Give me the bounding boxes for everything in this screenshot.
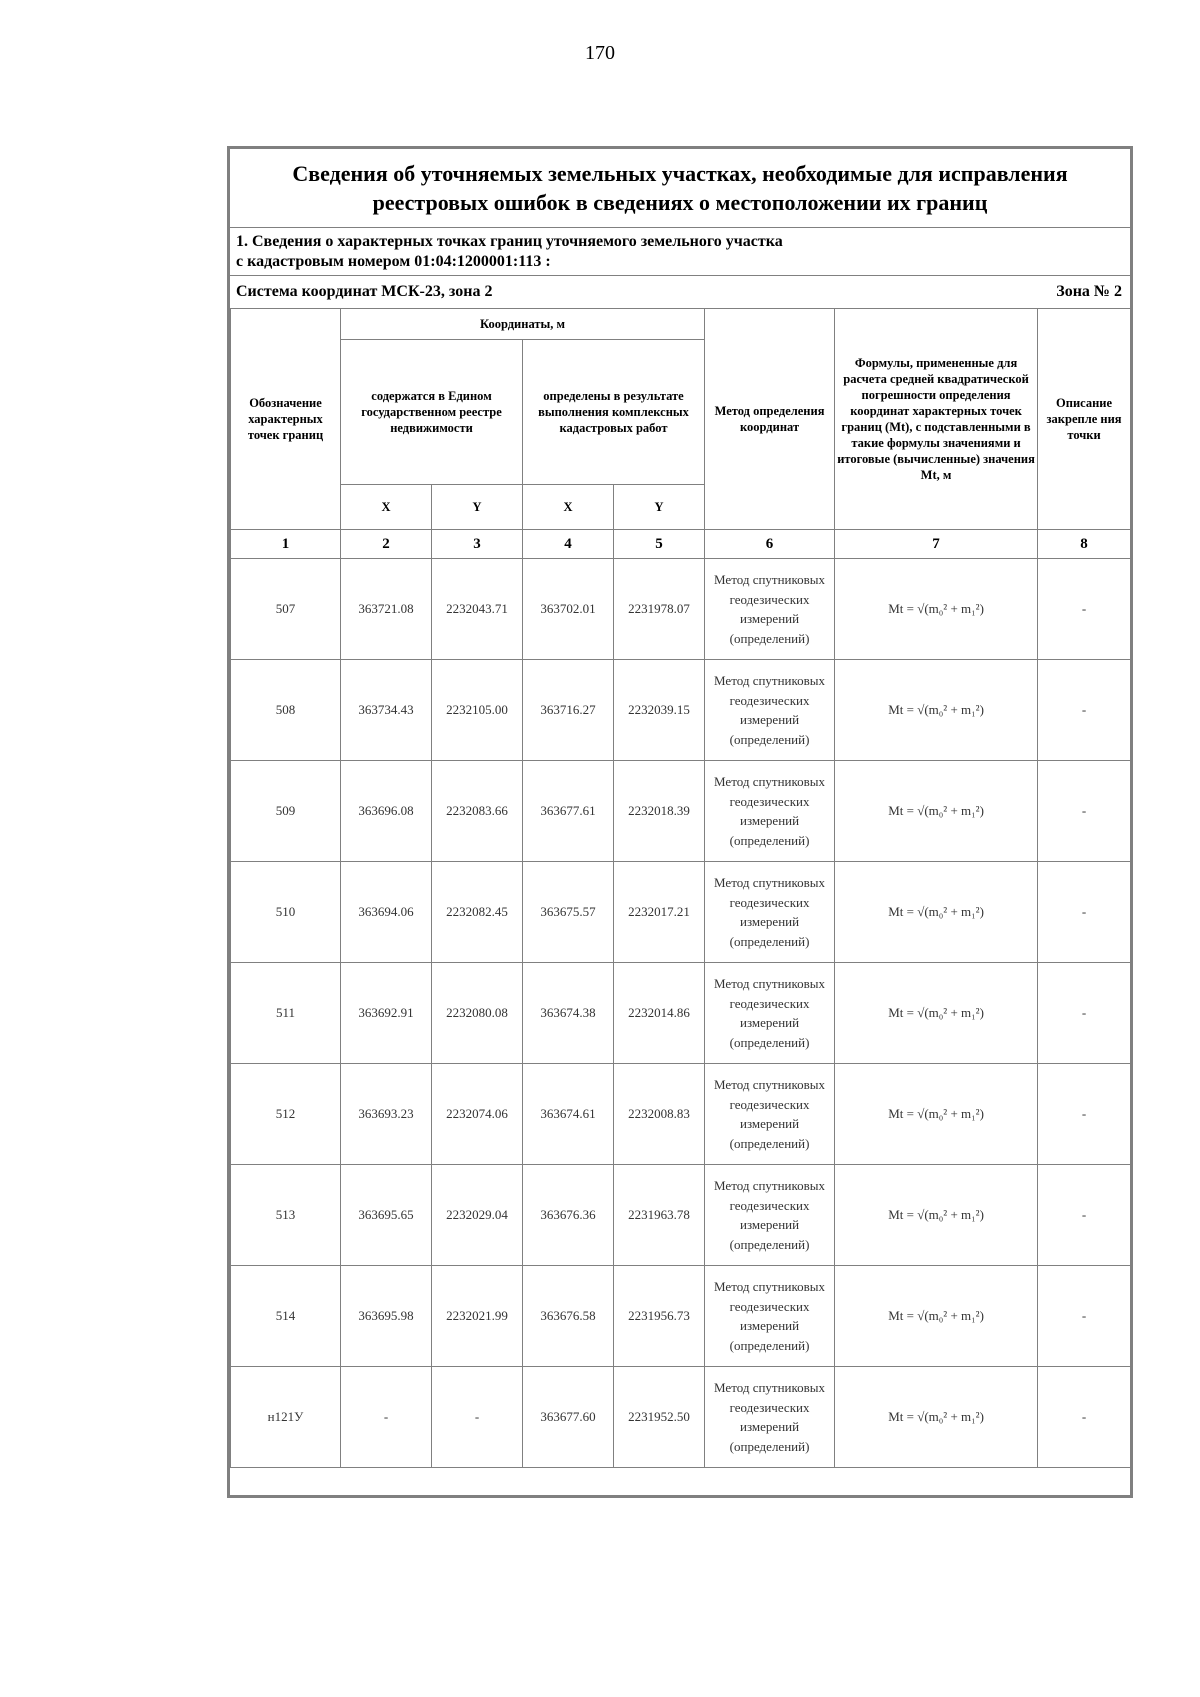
x-egrn-cell: 363695.65 <box>341 1165 432 1266</box>
table-row <box>231 1064 1131 1165</box>
header-egrn-coordinates: содержатся в Едином государственном реестре недвижимости <box>341 340 523 485</box>
header-description: Описание закрепле ния точки <box>1038 309 1131 530</box>
y-cadastral-cell: 2231963.78 <box>614 1165 705 1266</box>
table-row <box>231 660 1131 761</box>
y-egrn-cell: 2232080.08 <box>432 963 523 1064</box>
column-number: 4 <box>523 530 614 559</box>
method-cell: Метод спутниковых геодезических измерений (определений) <box>705 963 835 1064</box>
description-cell: - <box>1038 862 1131 963</box>
point-cell: 510 <box>231 862 341 963</box>
x-cadastral-cell: 363676.36 <box>523 1165 614 1266</box>
formula-cell: Mt = √(m₀² + m₁²) <box>835 660 1038 761</box>
method-cell: Метод спутниковых геодезических измерений (определений) <box>705 1165 835 1266</box>
header-x-egrn: X <box>341 485 432 530</box>
table-row <box>231 1165 1131 1266</box>
formula-cell: Mt = √(m₀² + m₁²) <box>835 1266 1038 1367</box>
method-cell: Метод спутниковых геодезических измерений (определений) <box>705 1064 835 1165</box>
table-row <box>231 1367 1131 1468</box>
section-heading-line2: с кадастровым номером 01:04:1200001:113 : <box>236 253 551 270</box>
method-cell: Метод спутниковых геодезических измерений (определений) <box>705 559 835 660</box>
formula-cell: Mt = √(m₀² + m₁²) <box>835 1165 1038 1266</box>
formula-cell: Mt = √(m₀² + m₁²) <box>835 559 1038 660</box>
point-cell: 511 <box>231 963 341 1064</box>
description-cell: - <box>1038 761 1131 862</box>
point-cell: 514 <box>231 1266 341 1367</box>
coordinate-system-row <box>230 276 1130 308</box>
y-egrn-cell: 2232029.04 <box>432 1165 523 1266</box>
y-cadastral-cell: 2231978.07 <box>614 559 705 660</box>
coordinate-system-label: Система координат МСК-23, зона 2 <box>236 283 493 300</box>
description-cell: - <box>1038 963 1131 1064</box>
section-heading <box>230 228 1130 276</box>
y-egrn-cell: - <box>432 1367 523 1468</box>
x-egrn-cell: 363734.43 <box>341 660 432 761</box>
y-cadastral-cell: 2231952.50 <box>614 1367 705 1468</box>
x-cadastral-cell: 363674.38 <box>523 963 614 1064</box>
y-egrn-cell: 2232043.71 <box>432 559 523 660</box>
x-egrn-cell: 363695.98 <box>341 1266 432 1367</box>
point-cell: 507 <box>231 559 341 660</box>
point-cell: н121У <box>231 1367 341 1468</box>
point-cell: 513 <box>231 1165 341 1266</box>
section-heading-line1: 1. Сведения о характерных точках границ уточняемого земельного участка <box>236 233 783 250</box>
description-cell: - <box>1038 1266 1131 1367</box>
point-cell: 509 <box>231 761 341 862</box>
header-y-egrn: Y <box>432 485 523 530</box>
method-cell: Метод спутниковых геодезических измерений (определений) <box>705 761 835 862</box>
header-formula: Формулы, примененные для расчета средней квадратической погрешности определения координат характерных точек границ (Mt), с подставленными в такие формулы значениями и итоговые (вычисленные) значения Mt, м <box>835 309 1038 530</box>
column-number: 8 <box>1038 530 1131 559</box>
description-cell: - <box>1038 1064 1131 1165</box>
description-cell: - <box>1038 559 1131 660</box>
formula-cell: Mt = √(m₀² + m₁²) <box>835 862 1038 963</box>
y-egrn-cell: 2232083.66 <box>432 761 523 862</box>
document-frame <box>227 146 1133 1498</box>
y-cadastral-cell: 2231956.73 <box>614 1266 705 1367</box>
header-method: Метод определения координат <box>705 309 835 530</box>
x-cadastral-cell: 363716.27 <box>523 660 614 761</box>
empty-footer-row <box>231 1468 1131 1499</box>
y-egrn-cell: 2232082.45 <box>432 862 523 963</box>
y-egrn-cell: 2232105.00 <box>432 660 523 761</box>
table-row <box>231 963 1131 1064</box>
boundary-points-table <box>230 308 1131 1498</box>
formula-cell: Mt = √(m₀² + m₁²) <box>835 963 1038 1064</box>
y-cadastral-cell: 2232017.21 <box>614 862 705 963</box>
y-cadastral-cell: 2232008.83 <box>614 1064 705 1165</box>
column-number: 7 <box>835 530 1038 559</box>
table-row <box>231 1266 1131 1367</box>
x-cadastral-cell: 363676.58 <box>523 1266 614 1367</box>
header-y-cadastral: Y <box>614 485 705 530</box>
description-cell: - <box>1038 660 1131 761</box>
column-number: 5 <box>614 530 705 559</box>
column-number: 3 <box>432 530 523 559</box>
x-cadastral-cell: 363677.61 <box>523 761 614 862</box>
y-egrn-cell: 2232074.06 <box>432 1064 523 1165</box>
document-title: Сведения об уточняемых земельных участках, необходимые для исправления реестровых ошибок в сведениях о местоположении их границ <box>230 149 1130 228</box>
x-cadastral-cell: 363675.57 <box>523 862 614 963</box>
column-number: 1 <box>231 530 341 559</box>
x-cadastral-cell: 363674.61 <box>523 1064 614 1165</box>
y-cadastral-cell: 2232039.15 <box>614 660 705 761</box>
x-egrn-cell: 363692.91 <box>341 963 432 1064</box>
zone-label: Зона № 2 <box>1056 283 1122 300</box>
header-cadastral-coordinates: определены в результате выполнения комплексных кадастровых работ <box>523 340 705 485</box>
description-cell: - <box>1038 1367 1131 1468</box>
column-number: 2 <box>341 530 432 559</box>
header-point-designation: Обозначение характерных точек границ <box>231 309 341 530</box>
page-number: 170 <box>585 42 615 64</box>
column-number: 6 <box>705 530 835 559</box>
column-numbers-row <box>231 530 1131 559</box>
method-cell: Метод спутниковых геодезических измерений (определений) <box>705 1266 835 1367</box>
x-egrn-cell: 363694.06 <box>341 862 432 963</box>
point-cell: 508 <box>231 660 341 761</box>
table-row <box>231 559 1131 660</box>
y-cadastral-cell: 2232018.39 <box>614 761 705 862</box>
description-cell: - <box>1038 1165 1131 1266</box>
table-row <box>231 761 1131 862</box>
point-cell: 512 <box>231 1064 341 1165</box>
header-coordinates: Координаты, м <box>341 309 705 340</box>
formula-cell: Mt = √(m₀² + m₁²) <box>835 761 1038 862</box>
method-cell: Метод спутниковых геодезических измерений (определений) <box>705 862 835 963</box>
method-cell: Метод спутниковых геодезических измерений (определений) <box>705 1367 835 1468</box>
x-cadastral-cell: 363677.60 <box>523 1367 614 1468</box>
y-cadastral-cell: 2232014.86 <box>614 963 705 1064</box>
header-x-cadastral: X <box>523 485 614 530</box>
x-egrn-cell: 363721.08 <box>341 559 432 660</box>
table-row <box>231 862 1131 963</box>
formula-cell: Mt = √(m₀² + m₁²) <box>835 1367 1038 1468</box>
method-cell: Метод спутниковых геодезических измерений (определений) <box>705 660 835 761</box>
x-egrn-cell: 363693.23 <box>341 1064 432 1165</box>
x-cadastral-cell: 363702.01 <box>523 559 614 660</box>
x-egrn-cell: 363696.08 <box>341 761 432 862</box>
formula-cell: Mt = √(m₀² + m₁²) <box>835 1064 1038 1165</box>
y-egrn-cell: 2232021.99 <box>432 1266 523 1367</box>
x-egrn-cell: - <box>341 1367 432 1468</box>
